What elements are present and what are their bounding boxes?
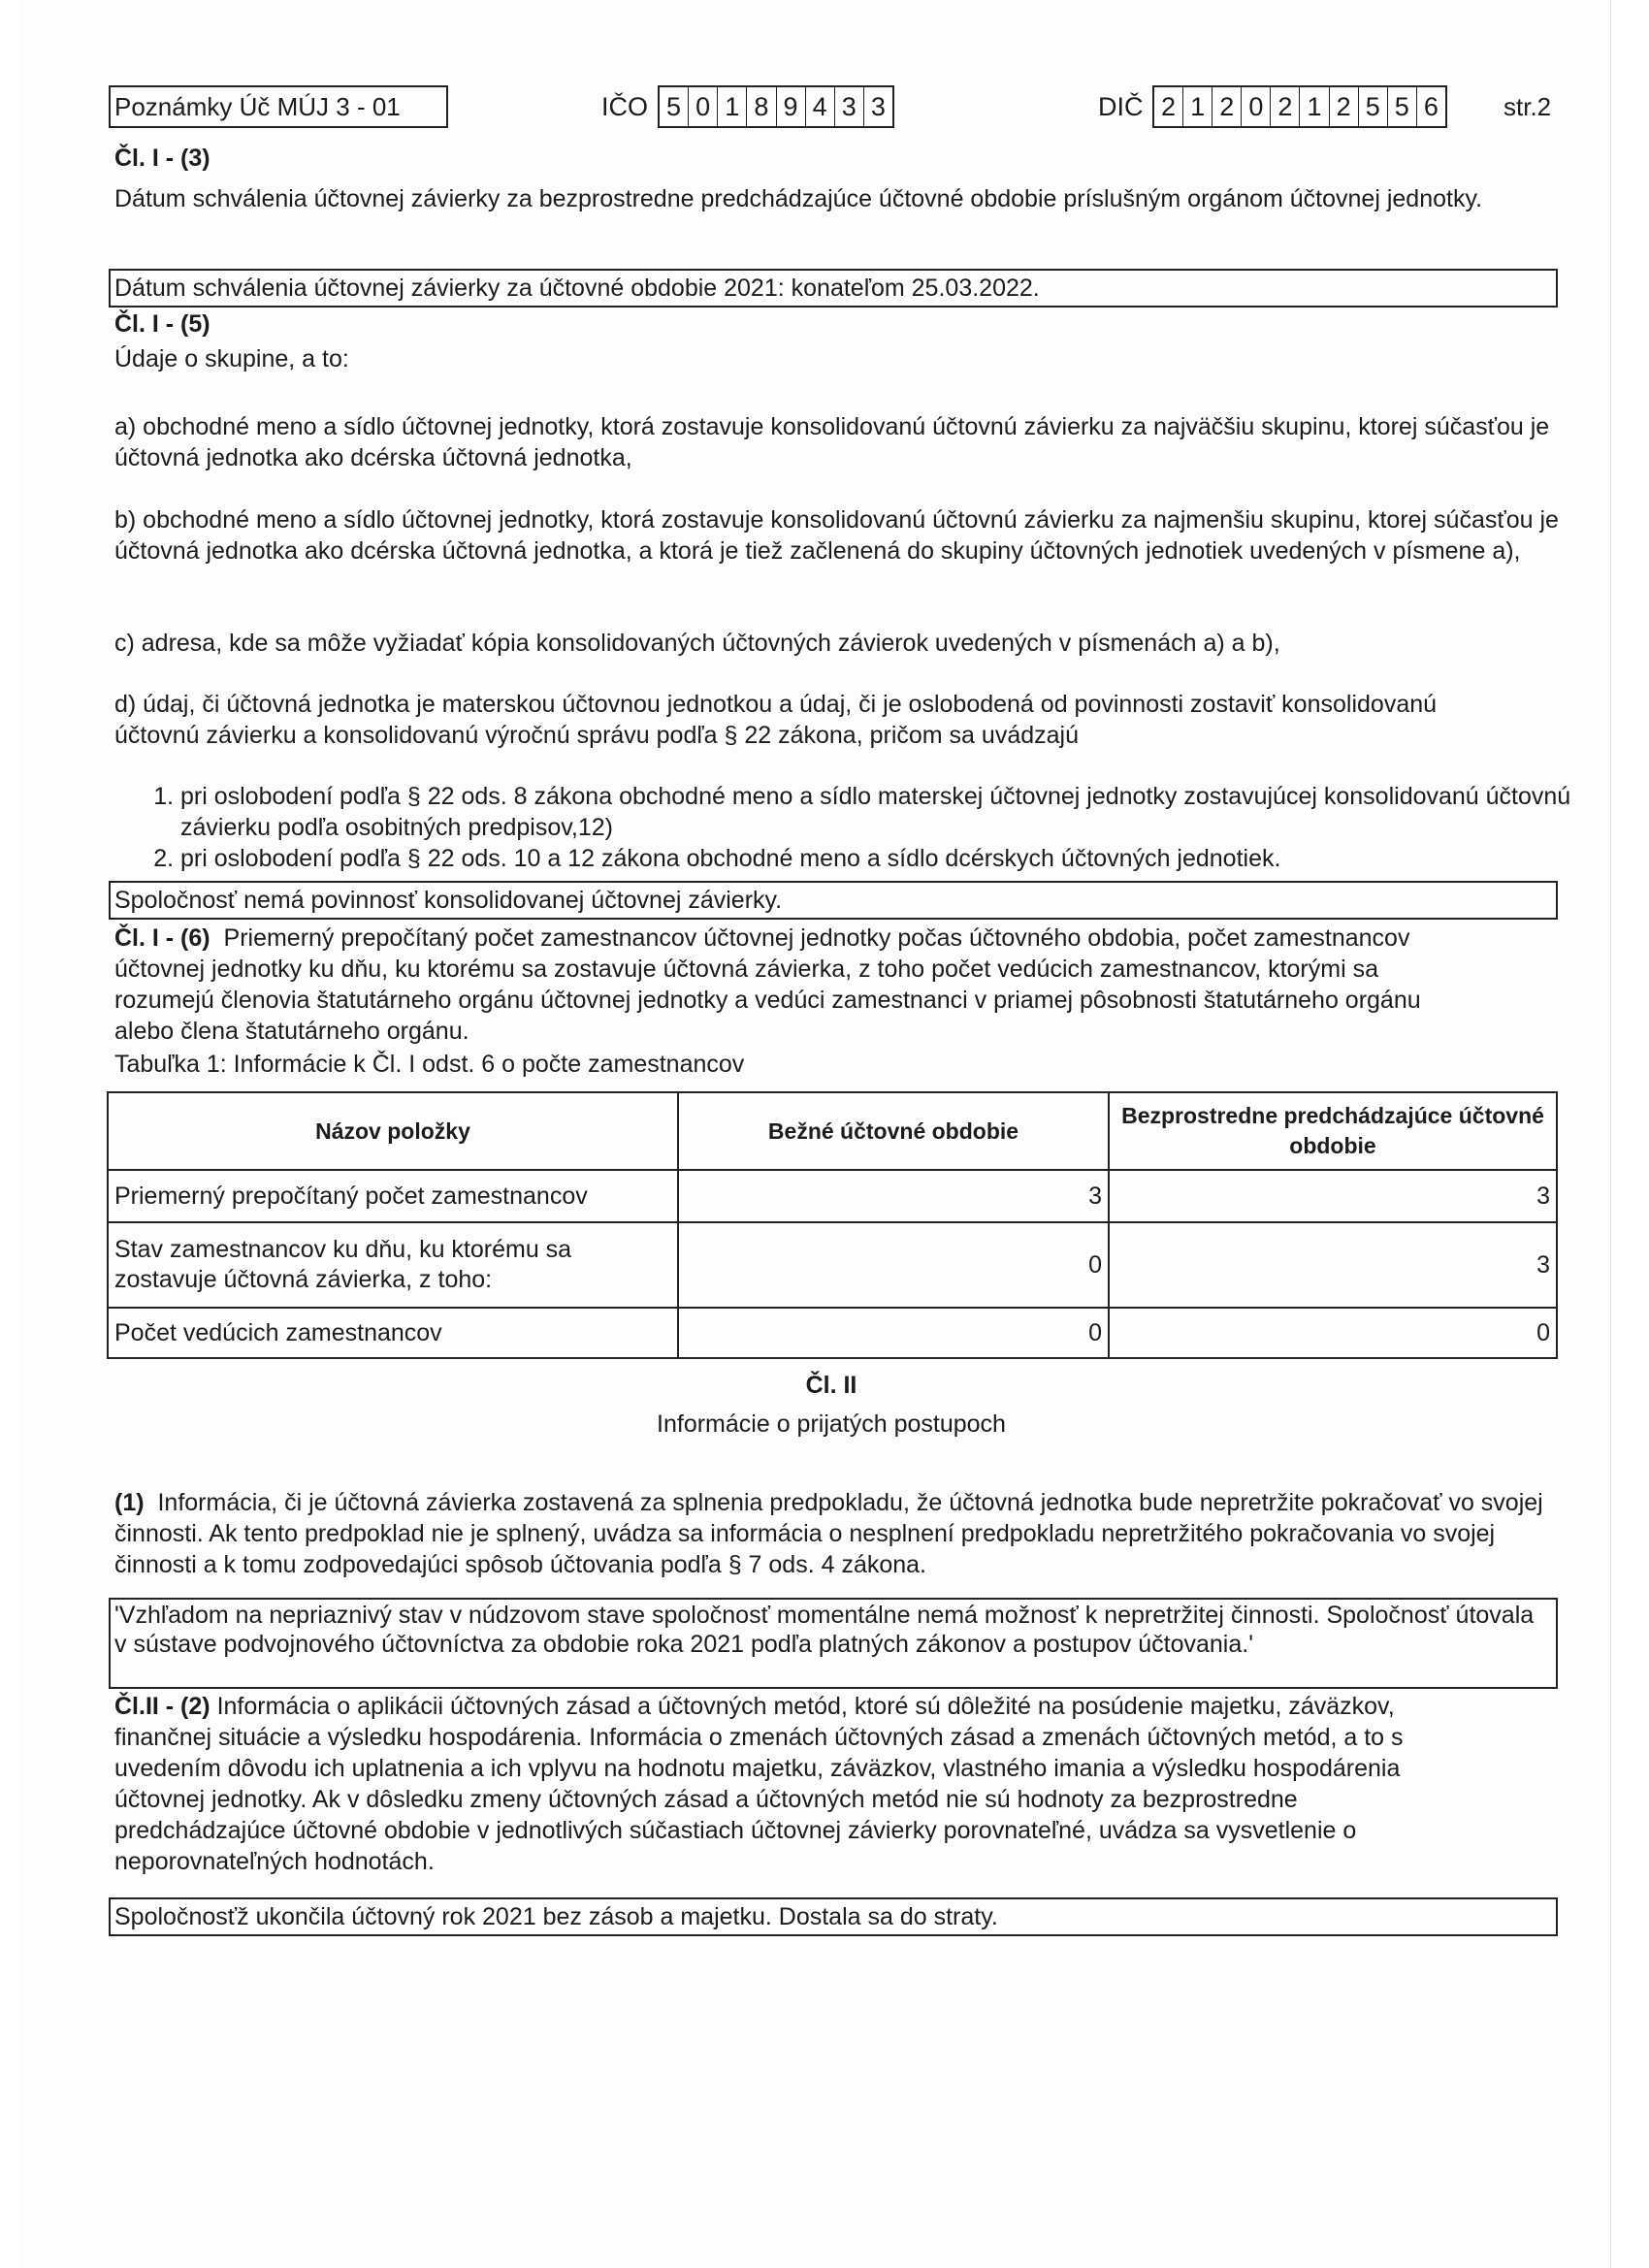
- dic-digit: 2: [1271, 87, 1300, 126]
- previous-value: 3: [1109, 1222, 1557, 1308]
- ico-digit: 8: [747, 87, 776, 126]
- ico-digit: 3: [870, 92, 886, 121]
- current-value: 3: [678, 1170, 1109, 1222]
- previous-value: 3: [1109, 1170, 1557, 1222]
- column-header: Bežné účtovné obdobie: [678, 1092, 1109, 1170]
- employees-table: [107, 1091, 1558, 1359]
- section-paragraph: [114, 1691, 1405, 1877]
- dic-digit: 6: [1423, 92, 1439, 121]
- section-subheading: Informácie o prijatých postupoch: [657, 1410, 1006, 1438]
- table-row: [108, 1170, 1557, 1222]
- section-paragraph: [114, 1487, 1560, 1580]
- table-header-row: [108, 1092, 1557, 1170]
- section-text: Informácia o aplikácii účtovných zásad a účtovných metód, ktoré sú dôležité na posúdenie majetku, záväzkov, finančnej situácie a výsledku hospodárenia. Informácia o zmenách účtovných zásad a zmenách účtovných metód, a to s uvedením dôvodu ich uplatnenia a ich vplyvu na hodnotu majetku, záväzkov, vlastného imania a výsledku hospodárenia účtovnej jednotky. Ak v dôsledku zmeny účtovných zásad a účtovných metód nie sú hodnoty za bezprostredne predchádzajúce účtovné obdobie v jednotlivých súčastiach účtovnej závierky porovnateľné, uvádza sa vysvetlenie o neporovnateľných hodnotách.: [114, 1693, 1404, 1875]
- list-item: 1. pri oslobodení podľa § 22 ods. 8 zákona obchodné meno a sídlo materskej účtovnej jednotky zostavujúcej konsolidovanú účtovnú závierku podľa osobitných predpisov,12): [180, 781, 1577, 843]
- table-row: [108, 1308, 1557, 1358]
- answer-box: 'Vzhľadom na nepriaznivý stav v núdzovom stave spoločnosť momentálne nemá možnosť k nepretržitej činnosti. Spoločnosť útovala v sústave podvojnového účtovníctva za obdobie roka 2021 podľa platných zákonov a postupov účtovania.': [109, 1598, 1558, 1689]
- table-row: [108, 1222, 1557, 1308]
- item-a: a) obchodné meno a sídlo účtovnej jednotky, ktorá zostavuje konsolidovanú účtovnú závierku za najväčšiu skupinu, ktorej súčasťou je účtovná jednotka ako dcérska účtovná jednotka,: [114, 413, 1550, 471]
- current-value: 0: [678, 1222, 1109, 1308]
- section-intro: Údaje o skupine, a to:: [114, 345, 349, 373]
- dic-digit: 2: [1330, 87, 1359, 126]
- answer-box: Spoločnosťž ukončila účtovný rok 2021 bez zásob a majetku. Dostala sa do straty.: [109, 1897, 1558, 1936]
- section-heading: Čl. I - (6): [114, 924, 210, 952]
- section-paragraph: [114, 923, 1472, 1047]
- row-name: Priemerný prepočítaný počet zamestnancov: [108, 1170, 678, 1222]
- dic-digit: 5: [1388, 87, 1417, 126]
- dic-digit: 2: [1154, 87, 1183, 126]
- row-name: Počet vedúcich zamestnancov: [108, 1308, 678, 1358]
- item-d: d) údaj, či účtovná jednotka je materskou účtovnou jednotkou a údaj, či je oslobodená od povinnosti zostaviť konsolidovanú účtovnú závierku a konsolidovanú výročnú správu podľa § 22 zákona, pričom sa uvádzajú: [114, 691, 1438, 749]
- dic-label: DIČ: [1098, 92, 1144, 121]
- row-name: [108, 1222, 678, 1308]
- row-name-text: Stav zamestnancov ku dňu, ku ktorému sa zostavuje účtovná závierka, z toho:: [114, 1236, 572, 1293]
- section-heading: Čl. I - (3): [114, 145, 210, 172]
- dic-digit: 2: [1212, 87, 1242, 126]
- ico-digit: 0: [689, 87, 718, 126]
- section-text: Informácia, či je účtovná závierka zostavená za splnenia predpokladu, že účtovná jednotka bude nepretržite pokračovať vo svojej činnosti. Ak tento predpoklad nie je splnený, uvádza sa informácia o nesplnení predpokladu nepretržitého pokračovania vo svojej činnosti a k tomu zodpovedajúci spôsob účtovania podľa § 7 ods. 4 zákona.: [114, 1489, 1543, 1578]
- previous-value: 0: [1109, 1308, 1557, 1358]
- column-header: Názov položky: [108, 1092, 678, 1170]
- section-heading: Čl. II: [805, 1372, 857, 1399]
- ico-label: IČO: [601, 92, 649, 121]
- answer-box: Dátum schválenia účtovnej závierky za účtovné obdobie 2021: konateľom 25.03.2022.: [109, 269, 1558, 308]
- ico-digit: 9: [777, 87, 806, 126]
- ico-digit: 5: [660, 87, 689, 126]
- ico-digit: 1: [718, 87, 747, 126]
- item-d-list: [114, 781, 1577, 874]
- paragraph-number: (1): [114, 1489, 145, 1516]
- section-text: Priemerný prepočítaný počet zamestnancov účtovnej jednotky počas účtovného obdobia, počet zamestnancov účtovnej jednotky ku dňu, ku ktorému sa zostavuje účtovná závierka, z toho počet vedúcich zamestnancov, ktorými sa rozumejú členovia štatutárneho orgánu účtovnej jednotky a vedúci zamestnanci v priamej pôsobnosti štatutárneho orgánu alebo člena štatutárneho orgánu.: [114, 924, 1421, 1045]
- ico-digit: 4: [806, 87, 835, 126]
- list-item: 2. pri oslobodení podľa § 22 ods. 10 a 12 zákona obchodné meno a sídlo dcérskych účtovných jednotiek.: [180, 843, 1577, 874]
- item-c: c) adresa, kde sa môže vyžiadať kópia konsolidovaných účtovných závierok uvedených v písmenách a) a b),: [114, 630, 1280, 657]
- page-number: str.2: [1504, 92, 1552, 121]
- dic-field: [1152, 85, 1447, 128]
- section-text: Dátum schválenia účtovnej závierky za bezprostredne predchádzajúce účtovné obdobie príslušným orgánom účtovnej jednotky.: [114, 185, 1483, 212]
- table-caption: Tabuľka 1: Informácie k Čl. I odst. 6 o počte zamestnancov: [114, 1051, 745, 1078]
- form-label: Poznámky Úč MÚJ 3 - 01: [109, 85, 448, 128]
- section-heading: Čl.II - (2): [114, 1693, 210, 1720]
- column-header: Bezprostredne predchádzajúce účtovné obdobie: [1109, 1092, 1557, 1170]
- dic-digit: 5: [1359, 87, 1388, 126]
- answer-box: Spoločnosť nemá povinnosť konsolidovanej účtovnej závierky.: [109, 881, 1558, 920]
- ico-field: [658, 85, 894, 128]
- dic-digit: 0: [1242, 87, 1271, 126]
- current-value: 0: [678, 1308, 1109, 1358]
- ico-digit: 3: [835, 87, 864, 126]
- section-heading: Čl. I - (5): [114, 310, 210, 338]
- dic-digit: 1: [1183, 87, 1212, 126]
- item-b: b) obchodné meno a sídlo účtovnej jednotky, ktorá zostavuje konsolidovanú účtovnú závierku za najmenšiu skupinu, ktorej súčasťou je účtovná jednotka ako dcérska účtovná jednotka, a ktorá je tiež začlenená do skupiny účtovných jednotiek uvedených v písmene a),: [114, 506, 1559, 565]
- dic-digit: 1: [1300, 87, 1329, 126]
